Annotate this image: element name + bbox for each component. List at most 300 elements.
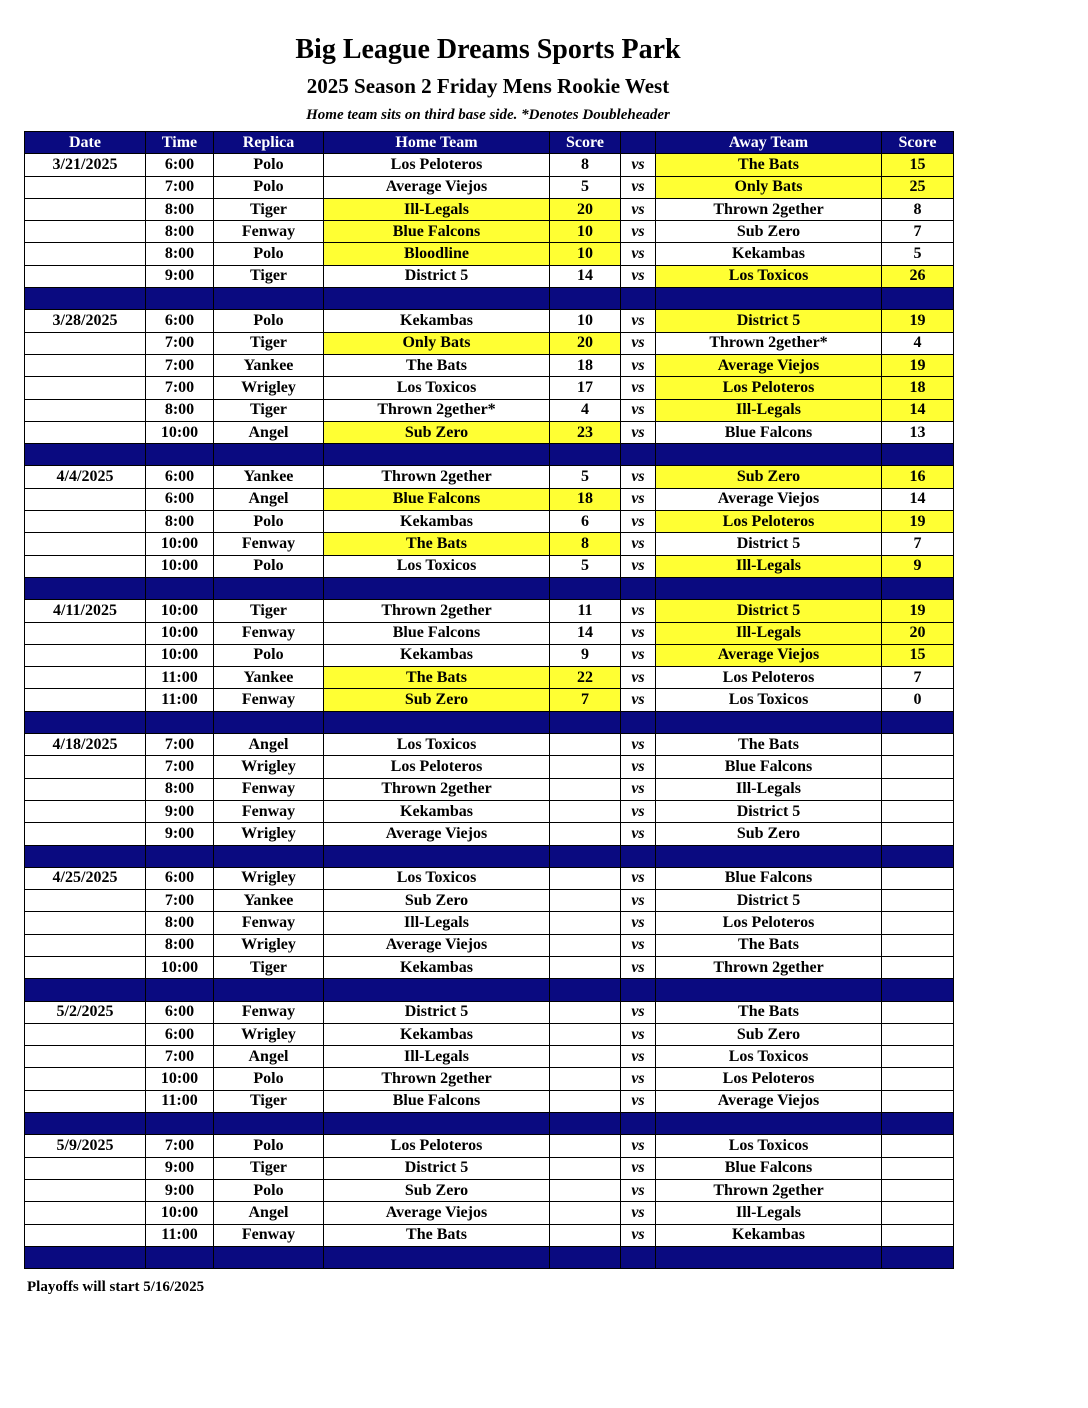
game-replica: Yankee xyxy=(214,667,324,689)
separator-cell xyxy=(550,711,621,733)
game-replica: Polo xyxy=(214,511,324,533)
vs-label: vs xyxy=(621,488,656,510)
separator-cell xyxy=(146,1246,214,1268)
game-replica: Tiger xyxy=(214,600,324,622)
away-score: 7 xyxy=(882,667,954,689)
away-team: Average Viejos xyxy=(656,644,882,666)
away-score: 7 xyxy=(882,533,954,555)
home-score xyxy=(550,912,621,934)
home-team: Ill-Legals xyxy=(324,1046,550,1068)
table-row xyxy=(25,1023,954,1045)
game-replica: Polo xyxy=(214,644,324,666)
game-replica: Tiger xyxy=(214,332,324,354)
separator-cell xyxy=(621,979,656,1001)
game-time: 7:00 xyxy=(146,756,214,778)
separator-cell xyxy=(621,845,656,867)
separator-cell xyxy=(882,1113,954,1135)
game-replica: Polo xyxy=(214,243,324,265)
home-score: 10 xyxy=(550,310,621,332)
away-team: The Bats xyxy=(656,1001,882,1023)
home-team: Sub Zero xyxy=(324,1179,550,1201)
away-team: Sub Zero xyxy=(656,823,882,845)
away-team: District 5 xyxy=(656,800,882,822)
away-team: Los Peloteros xyxy=(656,1068,882,1090)
game-time: 9:00 xyxy=(146,823,214,845)
table-row xyxy=(25,689,954,711)
table-row xyxy=(25,1068,954,1090)
game-replica: Angel xyxy=(214,1046,324,1068)
game-time: 7:00 xyxy=(146,890,214,912)
separator-cell xyxy=(146,845,214,867)
vs-label: vs xyxy=(621,622,656,644)
week-separator xyxy=(25,979,954,1001)
table-row xyxy=(25,778,954,800)
separator-cell xyxy=(146,1113,214,1135)
away-score: 19 xyxy=(882,310,954,332)
separator-cell xyxy=(882,288,954,310)
away-team: Kekambas xyxy=(656,243,882,265)
vs-label: vs xyxy=(621,533,656,555)
game-replica: Tiger xyxy=(214,265,324,287)
separator-cell xyxy=(621,577,656,599)
away-score xyxy=(882,890,954,912)
week-separator xyxy=(25,845,954,867)
game-time: 6:00 xyxy=(146,1001,214,1023)
separator-cell xyxy=(146,711,214,733)
away-team: District 5 xyxy=(656,310,882,332)
table-row xyxy=(25,511,954,533)
home-team: Kekambas xyxy=(324,956,550,978)
away-team: Blue Falcons xyxy=(656,756,882,778)
game-date xyxy=(25,377,146,399)
away-team: Sub Zero xyxy=(656,221,882,243)
game-date xyxy=(25,956,146,978)
game-time: 10:00 xyxy=(146,956,214,978)
table-row xyxy=(25,867,954,889)
table-row xyxy=(25,310,954,332)
game-time: 6:00 xyxy=(146,1023,214,1045)
separator-cell xyxy=(621,711,656,733)
away-team: Thrown 2gether xyxy=(656,956,882,978)
home-score xyxy=(550,778,621,800)
separator-cell xyxy=(656,288,882,310)
vs-label: vs xyxy=(621,756,656,778)
separator-cell xyxy=(214,444,324,466)
separator-cell xyxy=(882,444,954,466)
away-score xyxy=(882,1046,954,1068)
separator-cell xyxy=(25,577,146,599)
home-score: 8 xyxy=(550,533,621,555)
separator-cell xyxy=(324,577,550,599)
game-time: 7:00 xyxy=(146,1135,214,1157)
home-score: 4 xyxy=(550,399,621,421)
table-row xyxy=(25,243,954,265)
game-date: 4/11/2025 xyxy=(25,600,146,622)
away-score: 16 xyxy=(882,466,954,488)
separator-cell xyxy=(25,711,146,733)
game-time: 8:00 xyxy=(146,399,214,421)
home-score xyxy=(550,1023,621,1045)
away-score: 4 xyxy=(882,332,954,354)
game-time: 6:00 xyxy=(146,867,214,889)
separator-cell xyxy=(882,711,954,733)
game-time: 11:00 xyxy=(146,667,214,689)
game-replica: Yankee xyxy=(214,354,324,376)
vs-label: vs xyxy=(621,332,656,354)
away-score xyxy=(882,1068,954,1090)
vs-label: vs xyxy=(621,1001,656,1023)
away-score xyxy=(882,1179,954,1201)
game-date xyxy=(25,667,146,689)
away-team: Ill-Legals xyxy=(656,622,882,644)
away-team: District 5 xyxy=(656,600,882,622)
away-score: 0 xyxy=(882,689,954,711)
game-date xyxy=(25,176,146,198)
vs-label: vs xyxy=(621,354,656,376)
home-score: 23 xyxy=(550,421,621,443)
table-row xyxy=(25,756,954,778)
game-time: 7:00 xyxy=(146,176,214,198)
vs-label: vs xyxy=(621,1046,656,1068)
game-time: 7:00 xyxy=(146,1046,214,1068)
away-score xyxy=(882,1001,954,1023)
game-time: 7:00 xyxy=(146,354,214,376)
home-team: District 5 xyxy=(324,1157,550,1179)
vs-label: vs xyxy=(621,734,656,756)
home-score: 5 xyxy=(550,466,621,488)
separator-cell xyxy=(146,288,214,310)
game-time: 7:00 xyxy=(146,734,214,756)
game-replica: Polo xyxy=(214,1179,324,1201)
home-team: District 5 xyxy=(324,265,550,287)
game-time: 6:00 xyxy=(146,488,214,510)
vs-label: vs xyxy=(621,1090,656,1112)
separator-cell xyxy=(324,444,550,466)
home-score: 20 xyxy=(550,198,621,220)
page-title: Big League Dreams Sports Park xyxy=(295,34,681,65)
game-replica: Angel xyxy=(214,1202,324,1224)
away-team: Only Bats xyxy=(656,176,882,198)
away-score xyxy=(882,867,954,889)
home-score: 10 xyxy=(550,243,621,265)
game-time: 10:00 xyxy=(146,555,214,577)
home-score xyxy=(550,1179,621,1201)
separator-cell xyxy=(656,577,882,599)
separator-cell xyxy=(324,979,550,1001)
game-date: 4/25/2025 xyxy=(25,867,146,889)
column-header-away-score: Score xyxy=(882,132,954,154)
week-separator xyxy=(25,711,954,733)
table-row xyxy=(25,488,954,510)
game-time: 8:00 xyxy=(146,243,214,265)
separator-cell xyxy=(25,845,146,867)
separator-cell xyxy=(656,711,882,733)
home-score xyxy=(550,800,621,822)
game-date xyxy=(25,221,146,243)
away-score: 7 xyxy=(882,221,954,243)
separator-cell xyxy=(324,845,550,867)
game-time: 11:00 xyxy=(146,1224,214,1246)
game-date xyxy=(25,198,146,220)
game-time: 8:00 xyxy=(146,198,214,220)
vs-label: vs xyxy=(621,600,656,622)
table-row xyxy=(25,890,954,912)
game-date xyxy=(25,689,146,711)
vs-label: vs xyxy=(621,800,656,822)
separator-cell xyxy=(146,979,214,1001)
separator-cell xyxy=(25,1113,146,1135)
separator-cell xyxy=(214,845,324,867)
separator-cell xyxy=(214,1246,324,1268)
away-score: 14 xyxy=(882,488,954,510)
home-score xyxy=(550,1068,621,1090)
away-score xyxy=(882,1023,954,1045)
away-score xyxy=(882,1135,954,1157)
away-team: Blue Falcons xyxy=(656,867,882,889)
game-date xyxy=(25,1046,146,1068)
game-time: 6:00 xyxy=(146,466,214,488)
home-score: 14 xyxy=(550,265,621,287)
game-date xyxy=(25,1023,146,1045)
home-score xyxy=(550,934,621,956)
playoffs-note: Playoffs will start 5/16/2025 xyxy=(27,1279,205,1295)
home-team: Los Peloteros xyxy=(324,1135,550,1157)
game-replica: Fenway xyxy=(214,622,324,644)
away-team: Ill-Legals xyxy=(656,778,882,800)
game-date xyxy=(25,1157,146,1179)
home-score: 14 xyxy=(550,622,621,644)
away-score: 19 xyxy=(882,511,954,533)
column-header-home-team: Home Team xyxy=(324,132,550,154)
vs-label: vs xyxy=(621,310,656,332)
away-score xyxy=(882,800,954,822)
column-header-vs xyxy=(621,132,656,154)
vs-label: vs xyxy=(621,1023,656,1045)
game-date xyxy=(25,622,146,644)
game-time: 8:00 xyxy=(146,511,214,533)
vs-label: vs xyxy=(621,511,656,533)
home-team: Bloodline xyxy=(324,243,550,265)
away-team: Kekambas xyxy=(656,1224,882,1246)
table-row xyxy=(25,644,954,666)
column-header-away-team: Away Team xyxy=(656,132,882,154)
vs-label: vs xyxy=(621,1202,656,1224)
game-time: 11:00 xyxy=(146,1090,214,1112)
table-row xyxy=(25,667,954,689)
separator-cell xyxy=(214,1113,324,1135)
page-note: Home team sits on third base side. *Denotes Doubleheader xyxy=(306,107,670,123)
game-date xyxy=(25,555,146,577)
home-team: Thrown 2gether* xyxy=(324,399,550,421)
home-score xyxy=(550,890,621,912)
home-score: 11 xyxy=(550,600,621,622)
home-score: 10 xyxy=(550,221,621,243)
game-replica: Polo xyxy=(214,1135,324,1157)
separator-cell xyxy=(324,1113,550,1135)
game-replica: Polo xyxy=(214,1068,324,1090)
game-date xyxy=(25,778,146,800)
vs-label: vs xyxy=(621,555,656,577)
away-team: The Bats xyxy=(656,734,882,756)
home-score xyxy=(550,1157,621,1179)
away-score: 14 xyxy=(882,399,954,421)
away-score: 26 xyxy=(882,265,954,287)
game-replica: Tiger xyxy=(214,1090,324,1112)
away-score: 19 xyxy=(882,600,954,622)
away-score: 8 xyxy=(882,198,954,220)
separator-cell xyxy=(550,1113,621,1135)
home-team: Sub Zero xyxy=(324,890,550,912)
schedule-table xyxy=(24,131,954,1269)
away-team: Los Toxicos xyxy=(656,689,882,711)
game-replica: Wrigley xyxy=(214,934,324,956)
table-row xyxy=(25,1202,954,1224)
separator-cell xyxy=(882,845,954,867)
away-team: Sub Zero xyxy=(656,1023,882,1045)
table-row xyxy=(25,377,954,399)
game-date xyxy=(25,1068,146,1090)
separator-cell xyxy=(550,577,621,599)
separator-cell xyxy=(550,979,621,1001)
game-date xyxy=(25,1224,146,1246)
separator-cell xyxy=(621,444,656,466)
vs-label: vs xyxy=(621,377,656,399)
game-time: 6:00 xyxy=(146,310,214,332)
separator-cell xyxy=(214,288,324,310)
home-score: 8 xyxy=(550,154,621,176)
game-time: 10:00 xyxy=(146,644,214,666)
home-team: The Bats xyxy=(324,533,550,555)
table-row xyxy=(25,823,954,845)
table-row xyxy=(25,466,954,488)
vs-label: vs xyxy=(621,1135,656,1157)
home-team: Kekambas xyxy=(324,800,550,822)
table-row xyxy=(25,734,954,756)
vs-label: vs xyxy=(621,1068,656,1090)
away-team: Blue Falcons xyxy=(656,1157,882,1179)
away-score: 9 xyxy=(882,555,954,577)
home-team: Sub Zero xyxy=(324,421,550,443)
home-team: The Bats xyxy=(324,667,550,689)
game-replica: Polo xyxy=(214,176,324,198)
vs-label: vs xyxy=(621,243,656,265)
game-replica: Wrigley xyxy=(214,756,324,778)
separator-cell xyxy=(656,444,882,466)
home-team: Average Viejos xyxy=(324,1202,550,1224)
game-time: 10:00 xyxy=(146,421,214,443)
home-team: Thrown 2gether xyxy=(324,778,550,800)
separator-cell xyxy=(656,979,882,1001)
separator-cell xyxy=(324,711,550,733)
game-date xyxy=(25,243,146,265)
away-score xyxy=(882,734,954,756)
column-header-date: Date xyxy=(25,132,146,154)
away-team: Thrown 2gether xyxy=(656,1179,882,1201)
away-team: The Bats xyxy=(656,154,882,176)
home-team: Average Viejos xyxy=(324,934,550,956)
game-date xyxy=(25,533,146,555)
away-team: District 5 xyxy=(656,890,882,912)
game-replica: Fenway xyxy=(214,778,324,800)
game-replica: Yankee xyxy=(214,466,324,488)
table-row xyxy=(25,934,954,956)
home-team: Los Peloteros xyxy=(324,154,550,176)
game-time: 7:00 xyxy=(146,377,214,399)
game-replica: Wrigley xyxy=(214,1023,324,1045)
home-team: Sub Zero xyxy=(324,689,550,711)
game-time: 11:00 xyxy=(146,689,214,711)
away-score: 25 xyxy=(882,176,954,198)
table-row xyxy=(25,265,954,287)
home-team: Thrown 2gether xyxy=(324,466,550,488)
table-row xyxy=(25,1157,954,1179)
vs-label: vs xyxy=(621,399,656,421)
separator-cell xyxy=(882,979,954,1001)
away-team: Sub Zero xyxy=(656,466,882,488)
separator-cell xyxy=(324,288,550,310)
separator-cell xyxy=(214,577,324,599)
game-replica: Tiger xyxy=(214,956,324,978)
game-date xyxy=(25,354,146,376)
away-team: Thrown 2gether* xyxy=(656,332,882,354)
home-team: Kekambas xyxy=(324,310,550,332)
column-header-time: Time xyxy=(146,132,214,154)
away-team: Average Viejos xyxy=(656,488,882,510)
away-score xyxy=(882,1202,954,1224)
separator-cell xyxy=(214,979,324,1001)
home-score xyxy=(550,1224,621,1246)
header-row xyxy=(25,132,954,154)
away-score xyxy=(882,934,954,956)
home-team: Kekambas xyxy=(324,1023,550,1045)
game-replica: Polo xyxy=(214,310,324,332)
table-row xyxy=(25,1046,954,1068)
away-score xyxy=(882,756,954,778)
table-row xyxy=(25,421,954,443)
vs-label: vs xyxy=(621,644,656,666)
home-score xyxy=(550,1001,621,1023)
home-score xyxy=(550,867,621,889)
away-score: 20 xyxy=(882,622,954,644)
away-team: Los Peloteros xyxy=(656,667,882,689)
home-team: District 5 xyxy=(324,1001,550,1023)
separator-cell xyxy=(656,845,882,867)
column-header-home-score: Score xyxy=(550,132,621,154)
game-date: 4/18/2025 xyxy=(25,734,146,756)
vs-label: vs xyxy=(621,1224,656,1246)
away-team: Ill-Legals xyxy=(656,1202,882,1224)
vs-label: vs xyxy=(621,689,656,711)
separator-cell xyxy=(656,1246,882,1268)
game-replica: Fenway xyxy=(214,1001,324,1023)
game-time: 8:00 xyxy=(146,934,214,956)
home-score: 6 xyxy=(550,511,621,533)
separator-cell xyxy=(25,979,146,1001)
vs-label: vs xyxy=(621,466,656,488)
game-date xyxy=(25,332,146,354)
separator-cell xyxy=(550,444,621,466)
vs-label: vs xyxy=(621,934,656,956)
game-time: 9:00 xyxy=(146,800,214,822)
away-team: Ill-Legals xyxy=(656,399,882,421)
away-score xyxy=(882,1224,954,1246)
away-team: Los Toxicos xyxy=(656,1046,882,1068)
game-date xyxy=(25,511,146,533)
table-row xyxy=(25,555,954,577)
game-date xyxy=(25,1179,146,1201)
away-team: The Bats xyxy=(656,934,882,956)
home-team: Thrown 2gether xyxy=(324,600,550,622)
